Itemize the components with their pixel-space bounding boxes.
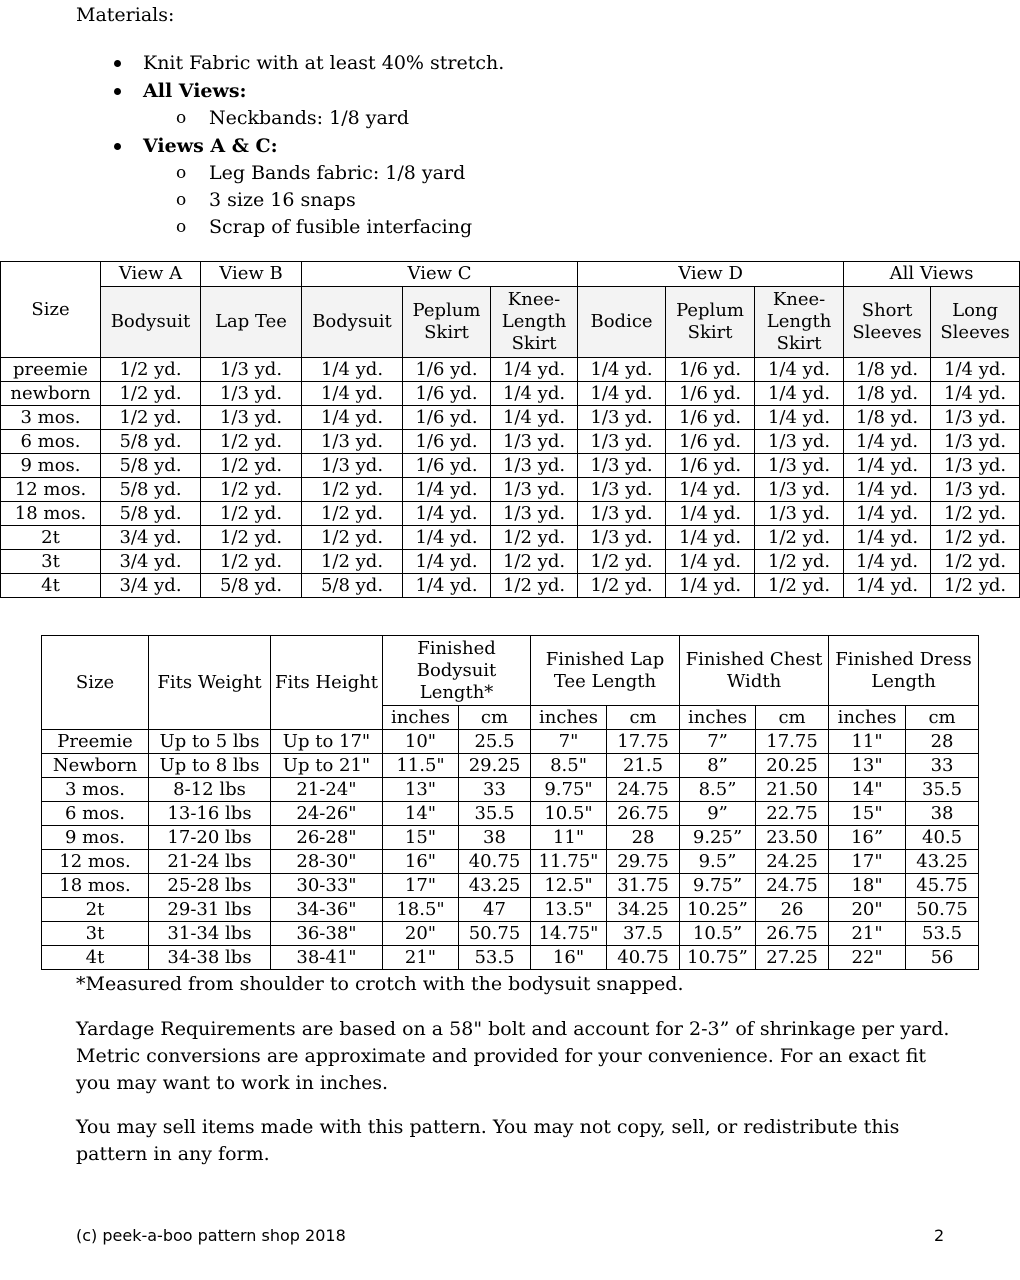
- yardage-cell: 1/3 yd.: [931, 454, 1020, 478]
- materials-item-all-views: All Views:: [143, 80, 247, 102]
- yardage-cell: 1/6 yd.: [403, 406, 491, 430]
- measurement-cell: 17.75: [756, 730, 829, 754]
- column-header: Short Sleeves: [844, 287, 931, 358]
- yardage-cell: 1/2 yd.: [931, 526, 1020, 550]
- measurement-cell: 40.5: [906, 826, 979, 850]
- unit-header: cm: [607, 706, 680, 730]
- measurement-cell: 26.75: [607, 802, 680, 826]
- yardage-cell: 1/6 yd.: [666, 406, 755, 430]
- measurement-cell: 9”: [680, 802, 756, 826]
- group-header-view-d: View D: [578, 262, 844, 287]
- yardage-cell: 1/4 yd.: [931, 382, 1020, 406]
- yardage-cell: 1/4 yd.: [491, 382, 578, 406]
- measurement-cell: 29-31 lbs: [149, 898, 271, 922]
- yardage-row: [1, 406, 1020, 430]
- measurement-cell: 11": [531, 826, 607, 850]
- size-cell: 18 mos.: [1, 502, 101, 526]
- yardage-cell: 1/4 yd.: [931, 358, 1020, 382]
- measurement-cell: 18.5": [383, 898, 459, 922]
- unit-header: inches: [829, 706, 906, 730]
- yardage-cell: 1/2 yd.: [578, 574, 666, 598]
- measurement-cell: 13": [383, 778, 459, 802]
- measurement-cell: 47: [459, 898, 531, 922]
- yardage-row: [1, 454, 1020, 478]
- column-header: Lap Tee: [201, 287, 302, 358]
- yardage-group-header-row: [1, 262, 1020, 287]
- measurement-cell: 10.75”: [680, 946, 756, 970]
- measurement-cell: 7”: [680, 730, 756, 754]
- measurement-cell: 34-36": [271, 898, 383, 922]
- yardage-cell: 1/2 yd.: [201, 430, 302, 454]
- yardage-cell: 1/3 yd.: [578, 502, 666, 526]
- measurement-cell: 21.50: [756, 778, 829, 802]
- measurement-cell: 21": [829, 922, 906, 946]
- yardage-cell: 1/6 yd.: [403, 382, 491, 406]
- bullet-dot: [114, 88, 121, 95]
- page-number: 2: [934, 1226, 945, 1245]
- unit-header: inches: [680, 706, 756, 730]
- measurement-cell: 31.75: [607, 874, 680, 898]
- yardage-cell: 1/6 yd.: [403, 430, 491, 454]
- yardage-cell: 1/3 yd.: [755, 502, 844, 526]
- yardage-cell: 1/2 yd.: [201, 550, 302, 574]
- yardage-row: [1, 430, 1020, 454]
- yardage-cell: 1/4 yd.: [844, 502, 931, 526]
- sub-bullet-marker: o: [176, 163, 187, 183]
- bullet-dot: [114, 143, 121, 150]
- measurement-cell: 38: [906, 802, 979, 826]
- yardage-cell: 1/2 yd.: [302, 502, 403, 526]
- measurement-cell: 9.25”: [680, 826, 756, 850]
- measurement-cell: 10.5": [531, 802, 607, 826]
- group-header-view-b: View B: [201, 262, 302, 287]
- yardage-cell: 1/4 yd.: [403, 502, 491, 526]
- yardage-cell: 1/4 yd.: [844, 526, 931, 550]
- yardage-cell: 1/4 yd.: [666, 526, 755, 550]
- group-header-bodysuit-length: Finished Bodysuit Length*: [383, 636, 531, 706]
- yardage-cell: 1/4 yd.: [491, 358, 578, 382]
- yardage-cell: 1/2 yd.: [491, 550, 578, 574]
- measurement-cell: 37.5: [607, 922, 680, 946]
- size-cell: 3 mos.: [42, 778, 149, 802]
- measurement-cell: 17": [829, 850, 906, 874]
- yardage-cell: 1/2 yd.: [755, 526, 844, 550]
- measurement-cell: 53.5: [459, 946, 531, 970]
- yardage-cell: 1/3 yd.: [755, 454, 844, 478]
- measurement-cell: 8”: [680, 754, 756, 778]
- size-cell: 6 mos.: [42, 802, 149, 826]
- measurement-cell: 10": [383, 730, 459, 754]
- yardage-cell: 1/4 yd.: [844, 454, 931, 478]
- size-cell: 18 mos.: [42, 874, 149, 898]
- size-cell: 3t: [1, 550, 101, 574]
- yardage-table: [0, 261, 1020, 598]
- yardage-cell: 1/2 yd.: [101, 382, 201, 406]
- measurement-cell: 14": [383, 802, 459, 826]
- yardage-cell: 1/4 yd.: [844, 430, 931, 454]
- measurement-cell: Up to 21": [271, 754, 383, 778]
- yardage-cell: 1/2 yd.: [755, 574, 844, 598]
- measurement-cell: 29.75: [607, 850, 680, 874]
- yardage-cell: 1/8 yd.: [844, 382, 931, 406]
- size-cell: 9 mos.: [1, 454, 101, 478]
- measurement-cell: Up to 17": [271, 730, 383, 754]
- measurement-cell: 53.5: [906, 922, 979, 946]
- yardage-cell: 1/3 yd.: [755, 478, 844, 502]
- measurement-cell: 43.25: [459, 874, 531, 898]
- measurement-cell: 33: [459, 778, 531, 802]
- yardage-row: [1, 358, 1020, 382]
- measurement-cell: 10.5”: [680, 922, 756, 946]
- yardage-cell: 1/6 yd.: [666, 358, 755, 382]
- measurement-cell: 26.75: [756, 922, 829, 946]
- measurement-row: [42, 922, 979, 946]
- measurement-row: [42, 778, 979, 802]
- measurement-cell: 8.5": [531, 754, 607, 778]
- yardage-cell: 1/2 yd.: [302, 478, 403, 502]
- measurement-row: [42, 850, 979, 874]
- measurement-group-header-row: [42, 636, 979, 706]
- group-header-view-c: View C: [302, 262, 578, 287]
- yardage-cell: 1/3 yd.: [578, 454, 666, 478]
- unit-header: cm: [459, 706, 531, 730]
- measurement-row: [42, 946, 979, 970]
- measurement-row: [42, 730, 979, 754]
- measurement-cell: 45.75: [906, 874, 979, 898]
- yardage-cell: 5/8 yd.: [101, 502, 201, 526]
- measurement-cell: 33: [906, 754, 979, 778]
- yardage-cell: 1/3 yd.: [491, 478, 578, 502]
- yardage-cell: 1/3 yd.: [578, 478, 666, 502]
- measurement-cell: 34-38 lbs: [149, 946, 271, 970]
- yardage-cell: 1/3 yd.: [302, 430, 403, 454]
- yardage-cell: 1/4 yd.: [403, 478, 491, 502]
- yardage-row: [1, 550, 1020, 574]
- measurement-cell: Up to 5 lbs: [149, 730, 271, 754]
- size-cell: 2t: [42, 898, 149, 922]
- size-measurement-table: [41, 635, 979, 970]
- unit-header: cm: [756, 706, 829, 730]
- size-cell: 4t: [42, 946, 149, 970]
- unit-header: inches: [531, 706, 607, 730]
- measurement-row: [42, 754, 979, 778]
- measurement-cell: 35.5: [459, 802, 531, 826]
- measurement-row: [42, 802, 979, 826]
- yardage-cell: 3/4 yd.: [101, 550, 201, 574]
- yardage-row: [1, 574, 1020, 598]
- yardage-cell: 1/2 yd.: [101, 358, 201, 382]
- measurement-cell: 43.25: [906, 850, 979, 874]
- measurement-cell: 25-28 lbs: [149, 874, 271, 898]
- bullet-dot: [114, 60, 121, 67]
- yardage-cell: 1/4 yd.: [302, 406, 403, 430]
- measurement-cell: 28: [607, 826, 680, 850]
- yardage-cell: 1/4 yd.: [844, 550, 931, 574]
- sub-bullet-marker: o: [176, 108, 187, 128]
- yardage-cell: 1/4 yd.: [666, 478, 755, 502]
- yardage-cell: 1/2 yd.: [201, 454, 302, 478]
- yardage-cell: 1/2 yd.: [101, 406, 201, 430]
- yardage-cell: 1/4 yd.: [755, 358, 844, 382]
- yardage-cell: 1/6 yd.: [666, 430, 755, 454]
- size-cell: newborn: [1, 382, 101, 406]
- group-header-all-views: All Views: [844, 262, 1020, 287]
- yardage-cell: 1/4 yd.: [666, 550, 755, 574]
- measurement-cell: 20": [383, 922, 459, 946]
- yardage-cell: 1/4 yd.: [302, 382, 403, 406]
- size-cell: Preemie: [42, 730, 149, 754]
- materials-subitem-snaps: 3 size 16 snaps: [209, 189, 356, 211]
- yardage-cell: 5/8 yd.: [302, 574, 403, 598]
- yardage-cell: 1/2 yd.: [302, 526, 403, 550]
- measurement-cell: 14.75": [531, 922, 607, 946]
- yardage-cell: 1/2 yd.: [302, 550, 403, 574]
- measurement-cell: 26-28": [271, 826, 383, 850]
- yardage-cell: 1/4 yd.: [755, 406, 844, 430]
- yardage-cell: 1/3 yd.: [931, 430, 1020, 454]
- yardage-cell: 1/8 yd.: [844, 358, 931, 382]
- yardage-cell: 1/3 yd.: [931, 406, 1020, 430]
- sub-bullet-marker: o: [176, 190, 187, 210]
- size-cell: 3 mos.: [1, 406, 101, 430]
- yardage-cell: 5/8 yd.: [201, 574, 302, 598]
- measurement-cell: 17": [383, 874, 459, 898]
- measurement-cell: 17-20 lbs: [149, 826, 271, 850]
- measurement-cell: 24.25: [756, 850, 829, 874]
- size-cell: 12 mos.: [42, 850, 149, 874]
- yardage-cell: 1/6 yd.: [666, 454, 755, 478]
- measurement-cell: 24.75: [607, 778, 680, 802]
- measurement-cell: 16": [383, 850, 459, 874]
- measurement-cell: 11": [829, 730, 906, 754]
- yardage-row: [1, 502, 1020, 526]
- size-cell: 12 mos.: [1, 478, 101, 502]
- measurement-cell: 24.75: [756, 874, 829, 898]
- yardage-cell: 1/4 yd.: [403, 550, 491, 574]
- measurement-cell: 9.75": [531, 778, 607, 802]
- yardage-row: [1, 382, 1020, 406]
- yardage-cell: 1/8 yd.: [844, 406, 931, 430]
- yardage-size-header: Size: [1, 262, 101, 358]
- size-cell: 3t: [42, 922, 149, 946]
- yardage-cell: 1/4 yd.: [403, 574, 491, 598]
- measurement-cell: 56: [906, 946, 979, 970]
- size-cell: 9 mos.: [42, 826, 149, 850]
- measurement-cell: 24-26": [271, 802, 383, 826]
- measurement-cell: 18": [829, 874, 906, 898]
- yardage-cell: 1/3 yd.: [201, 406, 302, 430]
- measurement-cell: 21.5: [607, 754, 680, 778]
- column-header: Long Sleeves: [931, 287, 1020, 358]
- column-header: Bodice: [578, 287, 666, 358]
- unit-header: inches: [383, 706, 459, 730]
- measurement-row: [42, 826, 979, 850]
- yardage-cell: 1/2 yd.: [931, 502, 1020, 526]
- license-note: You may sell items made with this pattern. You may not copy, sell, or redistribute this pattern in any form.: [76, 1116, 900, 1165]
- yardage-cell: 1/2 yd.: [201, 502, 302, 526]
- yardage-cell: 1/4 yd.: [844, 574, 931, 598]
- yardage-cell: 1/3 yd.: [302, 454, 403, 478]
- measurement-cell: 12.5": [531, 874, 607, 898]
- yardage-cell: 1/2 yd.: [201, 526, 302, 550]
- measurement-cell: 27.25: [756, 946, 829, 970]
- measurement-cell: 9.5”: [680, 850, 756, 874]
- yardage-cell: 1/2 yd.: [201, 478, 302, 502]
- measurement-cell: 15": [383, 826, 459, 850]
- measurement-cell: 38-41": [271, 946, 383, 970]
- measurement-cell: 34.25: [607, 898, 680, 922]
- column-header: Knee-Length Skirt: [491, 287, 578, 358]
- measurement-cell: 13": [829, 754, 906, 778]
- measurement-cell: 13-16 lbs: [149, 802, 271, 826]
- measurement-cell: 28-30": [271, 850, 383, 874]
- sub-bullet-marker: o: [176, 217, 187, 237]
- yardage-cell: 1/6 yd.: [403, 454, 491, 478]
- size-cell: 4t: [1, 574, 101, 598]
- measurement-row: [42, 874, 979, 898]
- size-cell: 6 mos.: [1, 430, 101, 454]
- yardage-cell: 1/4 yd.: [491, 406, 578, 430]
- group-header-chest-width: Finished Chest Width: [680, 636, 829, 706]
- yardage-cell: 1/4 yd.: [578, 358, 666, 382]
- yardage-cell: 1/3 yd.: [578, 406, 666, 430]
- unit-header: cm: [906, 706, 979, 730]
- yardage-row: [1, 478, 1020, 502]
- fits-height-header: Fits Height: [271, 636, 383, 730]
- materials-subitem-leg-bands: Leg Bands fabric: 1/8 yard: [209, 162, 466, 184]
- measurement-size-header: Size: [42, 636, 149, 730]
- measurement-cell: 21-24 lbs: [149, 850, 271, 874]
- yardage-cell: 5/8 yd.: [101, 478, 201, 502]
- measurement-cell: 40.75: [607, 946, 680, 970]
- materials-subitem-neckbands: Neckbands: 1/8 yard: [209, 107, 410, 129]
- measurement-cell: 26: [756, 898, 829, 922]
- column-header: Peplum Skirt: [403, 287, 491, 358]
- measurement-cell: 21": [383, 946, 459, 970]
- yardage-cell: 1/4 yd.: [403, 526, 491, 550]
- measurement-cell: 14": [829, 778, 906, 802]
- measurement-cell: 9.75”: [680, 874, 756, 898]
- yardage-cell: 1/3 yd.: [491, 430, 578, 454]
- fits-weight-header: Fits Weight: [149, 636, 271, 730]
- yardage-cell: 1/6 yd.: [403, 358, 491, 382]
- measurement-cell: 16": [531, 946, 607, 970]
- yardage-cell: 1/2 yd.: [931, 550, 1020, 574]
- yardage-cell: 1/3 yd.: [755, 430, 844, 454]
- measurement-cell: 15": [829, 802, 906, 826]
- footer-copyright: (c) peek-a-boo pattern shop 2018: [76, 1226, 346, 1245]
- yardage-cell: 3/4 yd.: [101, 574, 201, 598]
- yardage-cell: 1/3 yd.: [491, 502, 578, 526]
- size-cell: preemie: [1, 358, 101, 382]
- yardage-cell: 3/4 yd.: [101, 526, 201, 550]
- materials-heading: Materials:: [76, 4, 175, 26]
- yardage-column-header-row: [1, 287, 1020, 358]
- group-header-view-a: View A: [101, 262, 201, 287]
- group-header-dress-length: Finished Dress Length: [829, 636, 979, 706]
- measurement-cell: 40.75: [459, 850, 531, 874]
- yardage-note: Yardage Requirements are based on a 58" bolt and account for 2-3” of shrinkage per yard. Metric conversions are approximate and provided for your convenience. For an exact fit you may want to work in inches.: [76, 1018, 950, 1094]
- measurement-cell: 13.5": [531, 898, 607, 922]
- measurement-cell: 10.25”: [680, 898, 756, 922]
- yardage-cell: 1/2 yd.: [755, 550, 844, 574]
- measurement-cell: 36-38": [271, 922, 383, 946]
- measurement-cell: 29.25: [459, 754, 531, 778]
- measurement-cell: 22.75: [756, 802, 829, 826]
- measurement-cell: 16”: [829, 826, 906, 850]
- bodysuit-footnote: *Measured from shoulder to crotch with the bodysuit snapped.: [76, 973, 684, 995]
- measurement-row: [42, 898, 979, 922]
- measurement-cell: 11.75": [531, 850, 607, 874]
- measurement-cell: 8-12 lbs: [149, 778, 271, 802]
- yardage-cell: 1/2 yd.: [931, 574, 1020, 598]
- measurement-cell: 20": [829, 898, 906, 922]
- measurement-cell: 50.75: [459, 922, 531, 946]
- yardage-cell: 1/4 yd.: [844, 478, 931, 502]
- yardage-cell: 1/2 yd.: [578, 550, 666, 574]
- size-cell: Newborn: [42, 754, 149, 778]
- measurement-cell: 28: [906, 730, 979, 754]
- column-header: Bodysuit: [302, 287, 403, 358]
- yardage-cell: 1/6 yd.: [666, 382, 755, 406]
- column-header: Peplum Skirt: [666, 287, 755, 358]
- yardage-cell: 5/8 yd.: [101, 454, 201, 478]
- size-cell: 2t: [1, 526, 101, 550]
- measurement-cell: 25.5: [459, 730, 531, 754]
- measurement-cell: 11.5": [383, 754, 459, 778]
- yardage-cell: 1/3 yd.: [931, 478, 1020, 502]
- yardage-cell: 1/3 yd.: [201, 382, 302, 406]
- measurement-cell: 23.50: [756, 826, 829, 850]
- yardage-cell: 1/4 yd.: [755, 382, 844, 406]
- yardage-cell: 1/2 yd.: [491, 526, 578, 550]
- measurement-cell: 30-33": [271, 874, 383, 898]
- column-header: Knee-Length Skirt: [755, 287, 844, 358]
- yardage-cell: 1/2 yd.: [491, 574, 578, 598]
- measurement-cell: 7": [531, 730, 607, 754]
- group-header-lap-tee-length: Finished Lap Tee Length: [531, 636, 680, 706]
- measurement-cell: 50.75: [906, 898, 979, 922]
- materials-subitem-interfacing: Scrap of fusible interfacing: [209, 216, 473, 238]
- measurement-cell: 38: [459, 826, 531, 850]
- yardage-cell: 1/4 yd.: [578, 382, 666, 406]
- yardage-cell: 5/8 yd.: [101, 430, 201, 454]
- measurement-cell: 21-24": [271, 778, 383, 802]
- yardage-row: [1, 526, 1020, 550]
- yardage-cell: 1/4 yd.: [666, 574, 755, 598]
- measurement-cell: 8.5”: [680, 778, 756, 802]
- measurement-cell: 35.5: [906, 778, 979, 802]
- yardage-cell: 1/3 yd.: [578, 430, 666, 454]
- measurement-cell: 20.25: [756, 754, 829, 778]
- yardage-cell: 1/4 yd.: [666, 502, 755, 526]
- yardage-cell: 1/3 yd.: [578, 526, 666, 550]
- measurement-cell: Up to 8 lbs: [149, 754, 271, 778]
- measurement-cell: 17.75: [607, 730, 680, 754]
- measurement-cell: 31-34 lbs: [149, 922, 271, 946]
- yardage-cell: 1/3 yd.: [491, 454, 578, 478]
- materials-item-fabric: Knit Fabric with at least 40% stretch.: [143, 52, 505, 74]
- yardage-cell: 1/3 yd.: [201, 358, 302, 382]
- materials-item-views-a-c: Views A & C:: [143, 135, 278, 157]
- column-header: Bodysuit: [101, 287, 201, 358]
- yardage-cell: 1/4 yd.: [302, 358, 403, 382]
- measurement-cell: 22": [829, 946, 906, 970]
